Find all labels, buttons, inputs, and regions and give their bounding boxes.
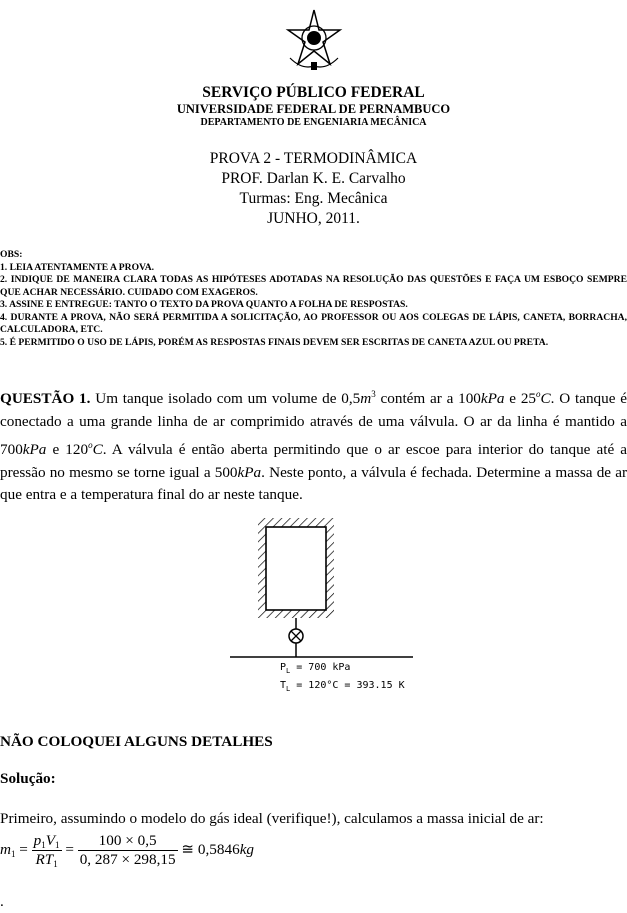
obs-item-3: 3. ASSINE E ENTREGUE: TANTO O TEXTO DA PROVA QUANTO A FOLHA DE RESPOSTAS. (0, 299, 408, 310)
solution-intro: Primeiro, assumindo o modelo do gás ideal (verifique!), calculamos a massa inicial de ar: (0, 810, 544, 827)
question-text: . A válvula é então aberta permitindo que o ar escoe para interior do tanque até a pressão no mesmo se torne igual a (0, 440, 627, 481)
question-text: e (46, 440, 66, 458)
service-heading: SERVIÇO PÚBLICO FEDERAL (202, 84, 425, 101)
unit-kpa: kPa (22, 440, 47, 458)
question-text: e (504, 390, 521, 408)
exam-classes: Turmas: Eng. Mecânica (239, 190, 388, 207)
final-pressure-value: 500 (214, 463, 238, 481)
obs-item-5: 5. É PERMITIDO O USO DE LÁPIS, PORÉM AS RESPOSTAS FINAIS DEVEM SER ESCRITAS DE CANETA AZUL OU PRETA. (0, 336, 549, 348)
degree-symbol: o (88, 439, 93, 450)
obs-item-1: 1. LEIA ATENTAMENTE A PROVA. (0, 261, 155, 273)
exponent-3: 3 (371, 389, 376, 399)
unit-kpa: kPa (237, 463, 262, 481)
trailing-dot: . (0, 893, 4, 910)
unit-kpa: kPa (480, 390, 505, 408)
unit-c: C (540, 390, 551, 408)
exam-professor: PROF. Darlan K. E. Carvalho (221, 170, 406, 187)
line-pressure-value: 700 (0, 440, 23, 458)
republic-crest-icon (282, 8, 346, 72)
line-temperature-label: $T_L = 120^\circ C = 393.15$ K (280, 680, 405, 693)
solution-heading: Solução: (0, 770, 56, 787)
university-heading: UNIVERSIDADE FEDERAL DE PERNAMBUCO (176, 102, 451, 116)
volume-value: 0,5 (341, 390, 361, 408)
fraction-pv-rt: $\frac{p_1V_1}{RT_1}$ (33, 832, 60, 869)
department-heading: DEPARTAMENTO DE ENGENIARIA MECÂNICA (200, 117, 427, 128)
question-label: QUESTÃO 1. (0, 390, 91, 408)
fraction-values: $\frac{100 \times 0,5}{0, 287 \times 298,15}$ (79, 832, 176, 868)
question-text: Um tanque isolado com um volume de (90, 390, 342, 408)
unit-c: C (92, 440, 103, 458)
question-text: . Neste ponto, a válvula é fechada. Determine a massa de ar que entra e a temperatura final do ar neste tanque. (0, 463, 627, 504)
obs-item-2: 2. INDIQUE DE MANEIRA CLARA TODAS AS HIPÓTESES ADOTADAS NA RESOLUÇÃO DAS QUESTÕES E FAÇA UM ESBOÇO SEMPRE QUE ACHAR NECESSÁRIO. CUIDADO COM EXAGEROS. (0, 274, 627, 298)
question-1 (0, 383, 627, 507)
line-temperature-value: 120 (65, 440, 89, 458)
mass-equation: $m_1$ = $\frac{p_1V_1}{RT_1}$ = $\frac{100 \times 0,5}{0, 287 \times 298,15}$ ≅ 0,5846kg (0, 832, 255, 869)
exam-date: JUNHO, 2011. (267, 210, 360, 227)
exam-title: PROVA 2 - TERMODINÂMICA (209, 150, 418, 167)
degree-symbol: o (536, 389, 541, 399)
question-text: . O tanque é conectado a uma grande linha de ar comprimido através de uma válvula. O ar da linha é mantido a (0, 390, 627, 430)
note-heading: NÃO COLOQUEI ALGUNS DETALHES (0, 733, 273, 750)
obs-block (0, 249, 627, 349)
tank-body (266, 527, 326, 610)
line-pressure-label: $P_L = 700$ kPa (280, 662, 351, 675)
valve-icon (289, 629, 303, 643)
obs-label: OBS: (0, 249, 23, 260)
initial-temperature-value: 25 (520, 390, 537, 408)
obs-item-4: 4. DURANTE A PROVA, NÃO SERÁ PERMITIDA A SOLICITAÇÃO, AO PROFESSOR OU AOS COLEGAS DE LÁPIS, CANETA, BORRACHA, CALCULADORA, ETC. (0, 311, 627, 335)
question-text: contém ar a (375, 390, 459, 408)
unit-m: m (360, 390, 372, 408)
initial-pressure-value: 100 (458, 390, 481, 408)
